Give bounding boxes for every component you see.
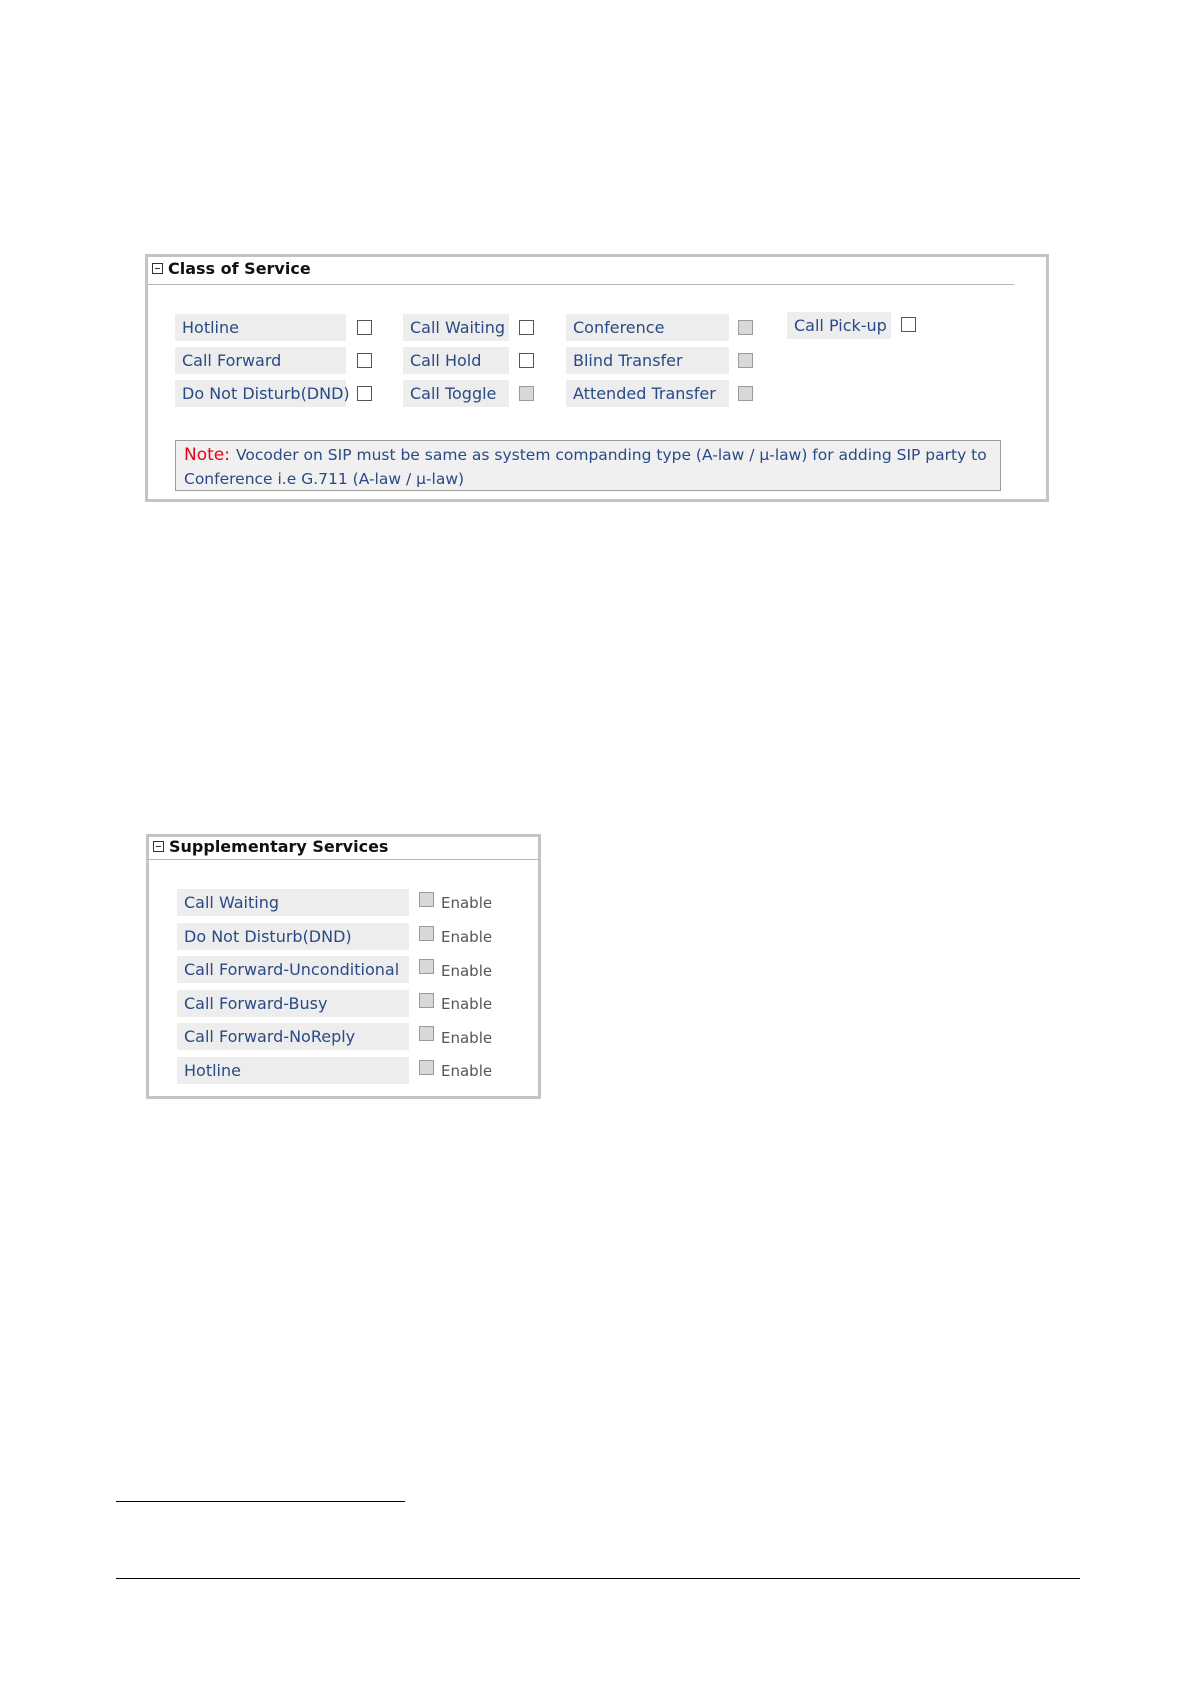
class-of-service-title: Class of Service [168, 259, 311, 278]
cos-checkbox-call-waiting[interactable] [519, 320, 534, 335]
ss-checkbox-cf-noreply[interactable] [419, 1026, 434, 1041]
ss-label-call-waiting: Call Waiting [177, 889, 409, 916]
ss-checkbox-cf-unconditional[interactable] [419, 959, 434, 974]
ss-label-dnd: Do Not Disturb(DND) [177, 923, 409, 950]
cos-label-hotline: Hotline [175, 314, 346, 341]
ss-label-cf-busy: Call Forward-Busy [177, 990, 409, 1017]
class-of-service-header[interactable] [152, 259, 311, 278]
conference-note [175, 440, 1001, 491]
ss-label-cf-unconditional: Call Forward-Unconditional [177, 956, 409, 983]
ss-label-hotline: Hotline [177, 1057, 409, 1084]
collapse-icon[interactable] [153, 841, 164, 852]
ss-checkbox-hotline[interactable] [419, 1060, 434, 1075]
ss-checkbox-cf-busy[interactable] [419, 993, 434, 1008]
cos-checkbox-conference[interactable] [738, 320, 753, 335]
cos-label-call-toggle: Call Toggle [403, 380, 509, 407]
supplementary-services-title: Supplementary Services [169, 837, 389, 856]
cos-checkbox-call-hold[interactable] [519, 353, 534, 368]
enable-label: Enable [441, 1029, 493, 1047]
enable-label: Enable [441, 962, 493, 980]
enable-label: Enable [441, 894, 493, 912]
cos-label-blind-transfer: Blind Transfer [566, 347, 729, 374]
footnote-rule [116, 1501, 405, 1502]
ss-checkbox-dnd[interactable] [419, 926, 434, 941]
cos-label-call-forward: Call Forward [175, 347, 346, 374]
note-text: Vocoder on SIP must be same as system companding type (A-law / µ-law) for adding SIP party to Conference i.e G.711 (A-law / µ-law) [184, 446, 987, 488]
header-divider [148, 284, 1014, 285]
header-divider [149, 859, 538, 860]
cos-checkbox-call-forward[interactable] [357, 353, 372, 368]
supplementary-services-header[interactable] [153, 837, 388, 856]
enable-label: Enable [441, 995, 493, 1013]
cos-label-conference: Conference [566, 314, 729, 341]
cos-label-call-pickup: Call Pick-up [787, 312, 891, 339]
supplementary-services-panel [146, 834, 541, 1099]
ss-checkbox-call-waiting[interactable] [419, 892, 434, 907]
collapse-icon[interactable] [152, 263, 163, 274]
cos-checkbox-blind-transfer[interactable] [738, 353, 753, 368]
class-of-service-panel [145, 254, 1049, 502]
enable-label: Enable [441, 1062, 493, 1080]
note-label: Note: [184, 445, 230, 465]
cos-checkbox-hotline[interactable] [357, 320, 372, 335]
cos-label-call-waiting: Call Waiting [403, 314, 509, 341]
enable-label: Enable [441, 928, 493, 946]
cos-label-dnd: Do Not Disturb(DND) [175, 380, 346, 407]
cos-label-attended-transfer: Attended Transfer [566, 380, 729, 407]
footer-rule [116, 1578, 1080, 1579]
cos-label-call-hold: Call Hold [403, 347, 509, 374]
cos-checkbox-attended-transfer[interactable] [738, 386, 753, 401]
ss-label-cf-noreply: Call Forward-NoReply [177, 1023, 409, 1050]
cos-checkbox-dnd[interactable] [357, 386, 372, 401]
cos-checkbox-call-pickup[interactable] [901, 317, 916, 332]
cos-checkbox-call-toggle[interactable] [519, 386, 534, 401]
